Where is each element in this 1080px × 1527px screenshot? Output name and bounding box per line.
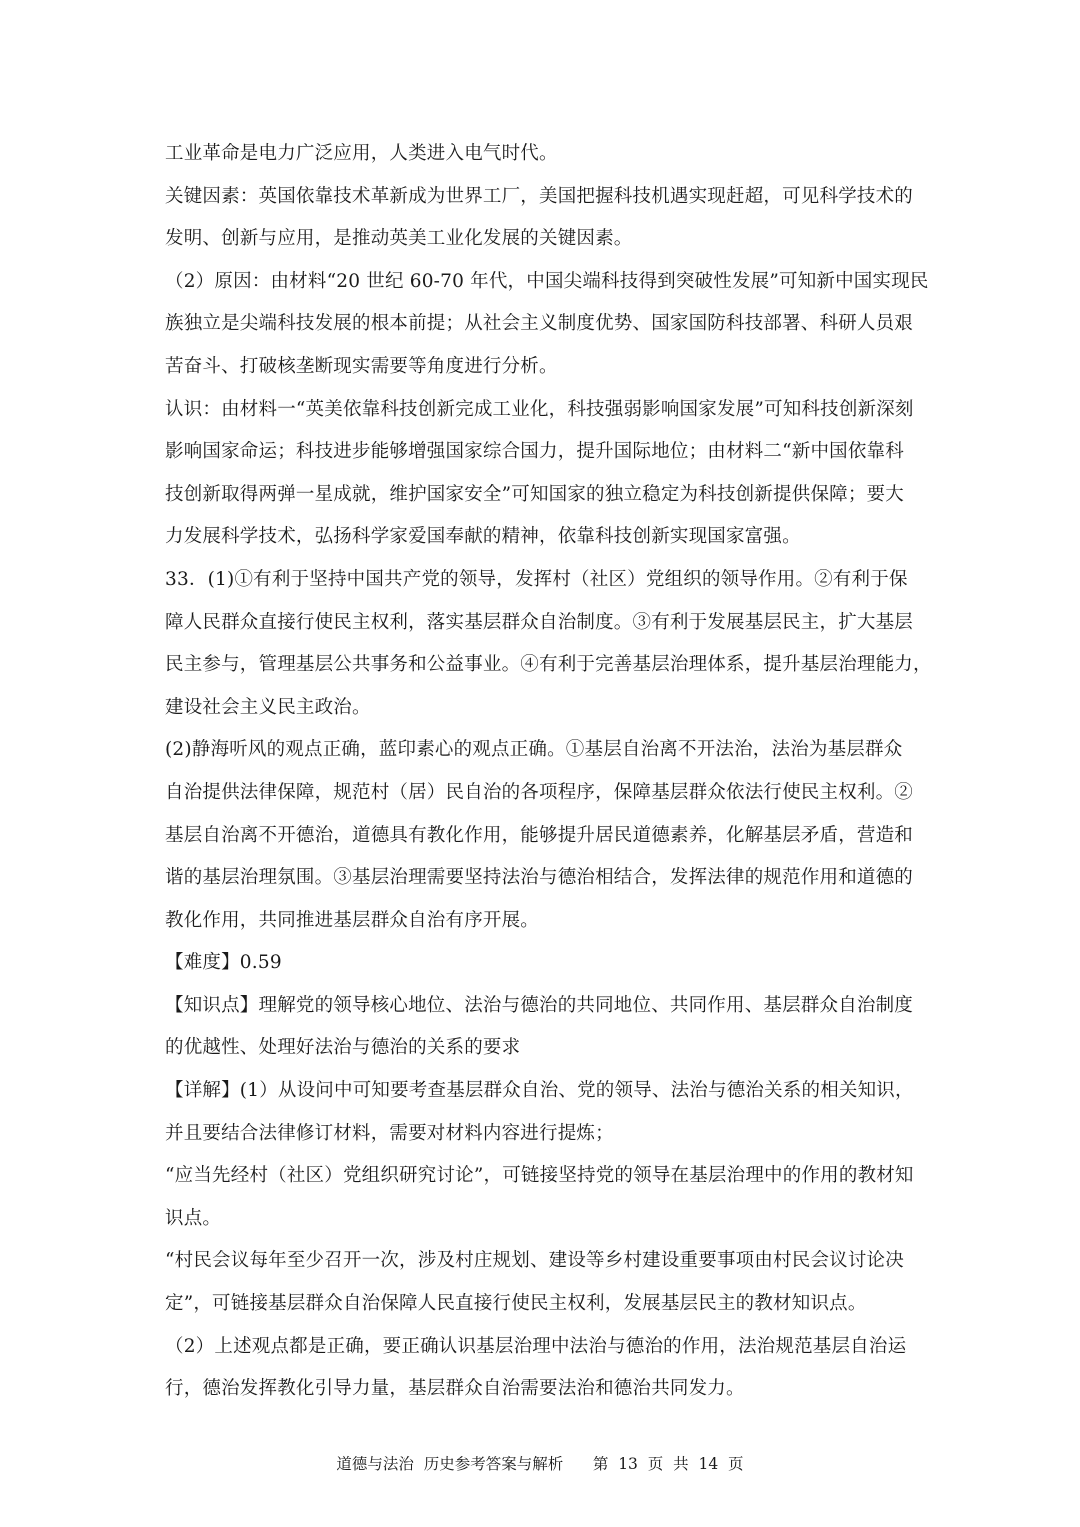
text-line: 自治提供法律保障，规范村（居）民自治的各项程序，保障基层群众依法行使民主权利。②: [165, 781, 914, 803]
text-line: 工业革命是电力广泛应用，人类进入电气时代。: [165, 143, 558, 164]
text-line: （2）上述观点都是正确，要正确认识基层治理中法治与德治的作用，法治规范基层自治运: [165, 1335, 907, 1357]
text-line: （2）原因：由材料“20 世纪 60-70 年代，中国尖端科技得到突破性发展”可知新中国实现民: [165, 270, 929, 292]
difficulty-line: 【难度】0.59: [165, 952, 282, 974]
text-line: 影响国家命运；科技进步能够增强国家综合国力，提升国际地位；由材料二“新中国依靠科: [165, 441, 904, 463]
text-line: 认识：由材料一“英美依靠科技创新完成工业化，科技强弱影响国家发展”可知科技创新深刻: [165, 398, 914, 420]
text-line: 定”，可链接基层群众自治保障人民直接行使民主权利，发展基层民主的教材知识点。: [165, 1293, 867, 1315]
text-line: 行，德治发挥教化引导力量，基层群众自治需要法治和德治共同发力。: [165, 1378, 745, 1400]
text-line: 障人民群众直接行使民主权利，落实基层群众自治制度。③有利于发展基层民主，扩大基层: [165, 611, 914, 633]
page-footer: 道德与法治 历史参考答案与解析 第 13 页 共 14 页: [336, 1455, 744, 1473]
text-line: 族独立是尖端科技发展的根本前提；从社会主义制度优势、国家国防科技部署、科研人员艰: [165, 313, 914, 335]
text-line: “应当先经村（社区）党组织研究讨论”，可链接坚持党的领导在基层治理中的作用的教材知: [165, 1165, 914, 1187]
explanation-line: 【详解】(1）从设问中可知要考查基层群众自治、党的领导、法治与德治关系的相关知识，: [165, 1080, 914, 1102]
text-line: 并且要结合法律修订材料，需要对材料内容进行提炼；: [165, 1122, 614, 1144]
text-line: 识点。: [165, 1207, 222, 1229]
text-line: 33．(1)①有利于坚持中国共产党的领导，发挥村（社区）党组织的领导作用。②有利于保: [165, 568, 908, 590]
text-line: (2)静海听风的观点正确，蓝印素心的观点正确。①基层自治离不开法治，法治为基层群众: [165, 739, 903, 761]
text-line: 关键因素：英国依靠技术革新成为世界工厂，美国把握科技机遇实现赶超，可见科学技术的: [165, 185, 914, 207]
text-line: 民主参与，管理基层公共事务和公益事业。④有利于完善基层治理体系，提升基层治理能力，: [165, 654, 932, 676]
text-line: “村民会议每年至少召开一次，涉及村庄规划、建设等乡村建设重要事项由村民会议讨论决: [165, 1250, 904, 1272]
text-line: 技创新取得两弹一星成就，维护国家安全”可知国家的独立稳定为科技创新提供保障；要大: [165, 483, 904, 505]
text-line: 的优越性、处理好法治与德治的关系的要求: [165, 1037, 521, 1059]
document-body: [165, 133, 932, 1411]
text-line: 发明、创新与应用，是推动英美工业化发展的关键因素。: [165, 228, 633, 250]
text-line: 基层自治离不开德治，道德具有教化作用，能够提升居民道德素养，化解基层矛盾，营造和: [165, 824, 914, 846]
text-line: 力发展科学技术，弘扬科学家爱国奉献的精神，依靠科技创新实现国家富强。: [165, 526, 801, 548]
text-line: 建设社会主义民主政治。: [165, 696, 371, 718]
knowledge-point-line: 【知识点】理解党的领导核心地位、法治与德治的共同地位、共同作用、基层群众自治制度: [165, 994, 914, 1016]
text-line: 苦奋斗、打破核垄断现实需要等角度进行分析。: [165, 355, 558, 377]
text-line: 谐的基层治理氛围。③基层治理需要坚持法治与德治相结合，发挥法律的规范作用和道德的: [165, 867, 914, 889]
text-line: 教化作用，共同推进基层群众自治有序开展。: [165, 909, 540, 931]
